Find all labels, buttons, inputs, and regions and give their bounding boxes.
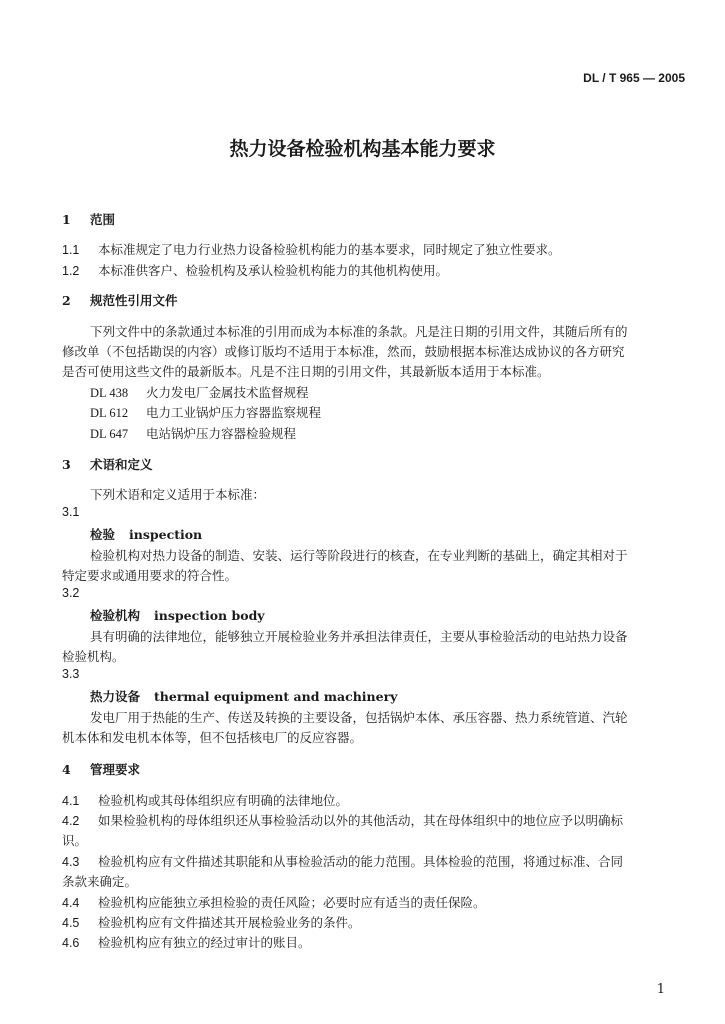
paragraph-line: 是否可使用这些文件的最新版本。凡是不注日期的引用文件，其最新版本适用于本标准。: [62, 364, 550, 379]
document-title: 热力设备检验机构基本能力要求: [229, 138, 496, 160]
standard-code: DL / T 965 — 2005: [583, 71, 685, 85]
reference-item: DL 612 电力工业锅炉压力容器监察规程: [90, 405, 322, 420]
clause-1-1: 1.1 本标准规定了电力行业热力设备检验机构能力的基本要求，同时规定了独立性要求。: [62, 242, 561, 257]
clause-4-1: 4.1 检验机构或其母体组织应有明确的法律地位。: [62, 793, 349, 808]
term-heading: 热力设备 thermal equipment and machinery: [90, 689, 398, 704]
term-definition-line: 检验机构。: [62, 649, 125, 664]
reference-item: DL 438 火力发电厂金属技术监督规程: [90, 385, 309, 400]
term-number: 3.1: [62, 505, 80, 519]
reference-item: DL 647 电站锅炉压力容器检验规程: [90, 426, 297, 441]
clause-4-2: 4.2 如果检验机构的母体组织还从事检验活动以外的其他活动，其在母体组织中的地位应予以明确标: [62, 813, 624, 828]
term-number: 3.3: [62, 667, 80, 681]
clause-4-3: 4.3 检验机构应有文件描述其职能和从事检验活动的能力范围。具体检验的范围，将通过标准、合同: [62, 854, 624, 869]
clause-continuation: 识。: [62, 833, 88, 848]
section-1-heading: [62, 210, 115, 228]
term-number: 3.2: [62, 586, 80, 600]
clause-4-6: 4.6 检验机构应有独立的经过审计的账目。: [62, 935, 311, 950]
clause-1-2: 1.2 本标准供客户、检验机构及承认检验机构能力的其他机构使用。: [62, 263, 449, 278]
section-number: 2: [62, 293, 71, 308]
section-number: 4: [62, 762, 71, 777]
clause-4-5: 4.5 检验机构应有文件描述其开展检验业务的条件。: [62, 915, 361, 930]
section-number: 3: [62, 457, 71, 472]
section-4-heading: [62, 760, 140, 778]
paragraph-line: 下列文件中的条款通过本标准的引用而成为本标准的条款。凡是注日期的引用文件，其随后所有的: [90, 324, 628, 339]
term-definition-line: 特定要求或通用要求的符合性。: [62, 568, 238, 583]
section-intro: 下列术语和定义适用于本标准：: [90, 487, 266, 502]
section-number: 1: [62, 212, 71, 227]
term-definition-line: 具有明确的法律地位，能够独立开展检验业务并承担法律责任，主要从事检验活动的电站热力设备: [90, 629, 628, 644]
term-heading: 检验 inspection: [90, 527, 203, 542]
clause-4-4: 4.4 检验机构应能独立承担检验的责任风险；必要时应有适当的责任保险。: [62, 895, 486, 910]
section-title: 管理要求: [90, 762, 141, 777]
section-3-heading: [62, 455, 153, 473]
clause-continuation: 条款来确定。: [62, 874, 138, 889]
term-definition-line: 机本体和发电机本体等，但不包括核电厂的反应容器。: [62, 730, 363, 745]
term-definition-line: 检验机构对热力设备的制造、安装、运行等阶段进行的核查，在专业判断的基础上，确定其相对于: [90, 548, 628, 563]
section-title: 术语和定义: [90, 457, 153, 472]
section-2-heading: [62, 291, 178, 309]
page-number: 1: [656, 982, 665, 997]
section-title: 规范性引用文件: [90, 293, 178, 308]
section-title: 范围: [90, 212, 116, 227]
term-definition-line: 发电厂用于热能的生产、传送及转换的主要设备，包括锅炉本体、承压容器、热力系统管道、汽轮: [90, 710, 628, 725]
term-heading: 检验机构 inspection body: [90, 608, 265, 623]
paragraph-line: 修改单（不包括勘误的内容）或修订版均不适用于本标准，然而，鼓励根据本标准达成协议的各方研究: [62, 344, 625, 359]
